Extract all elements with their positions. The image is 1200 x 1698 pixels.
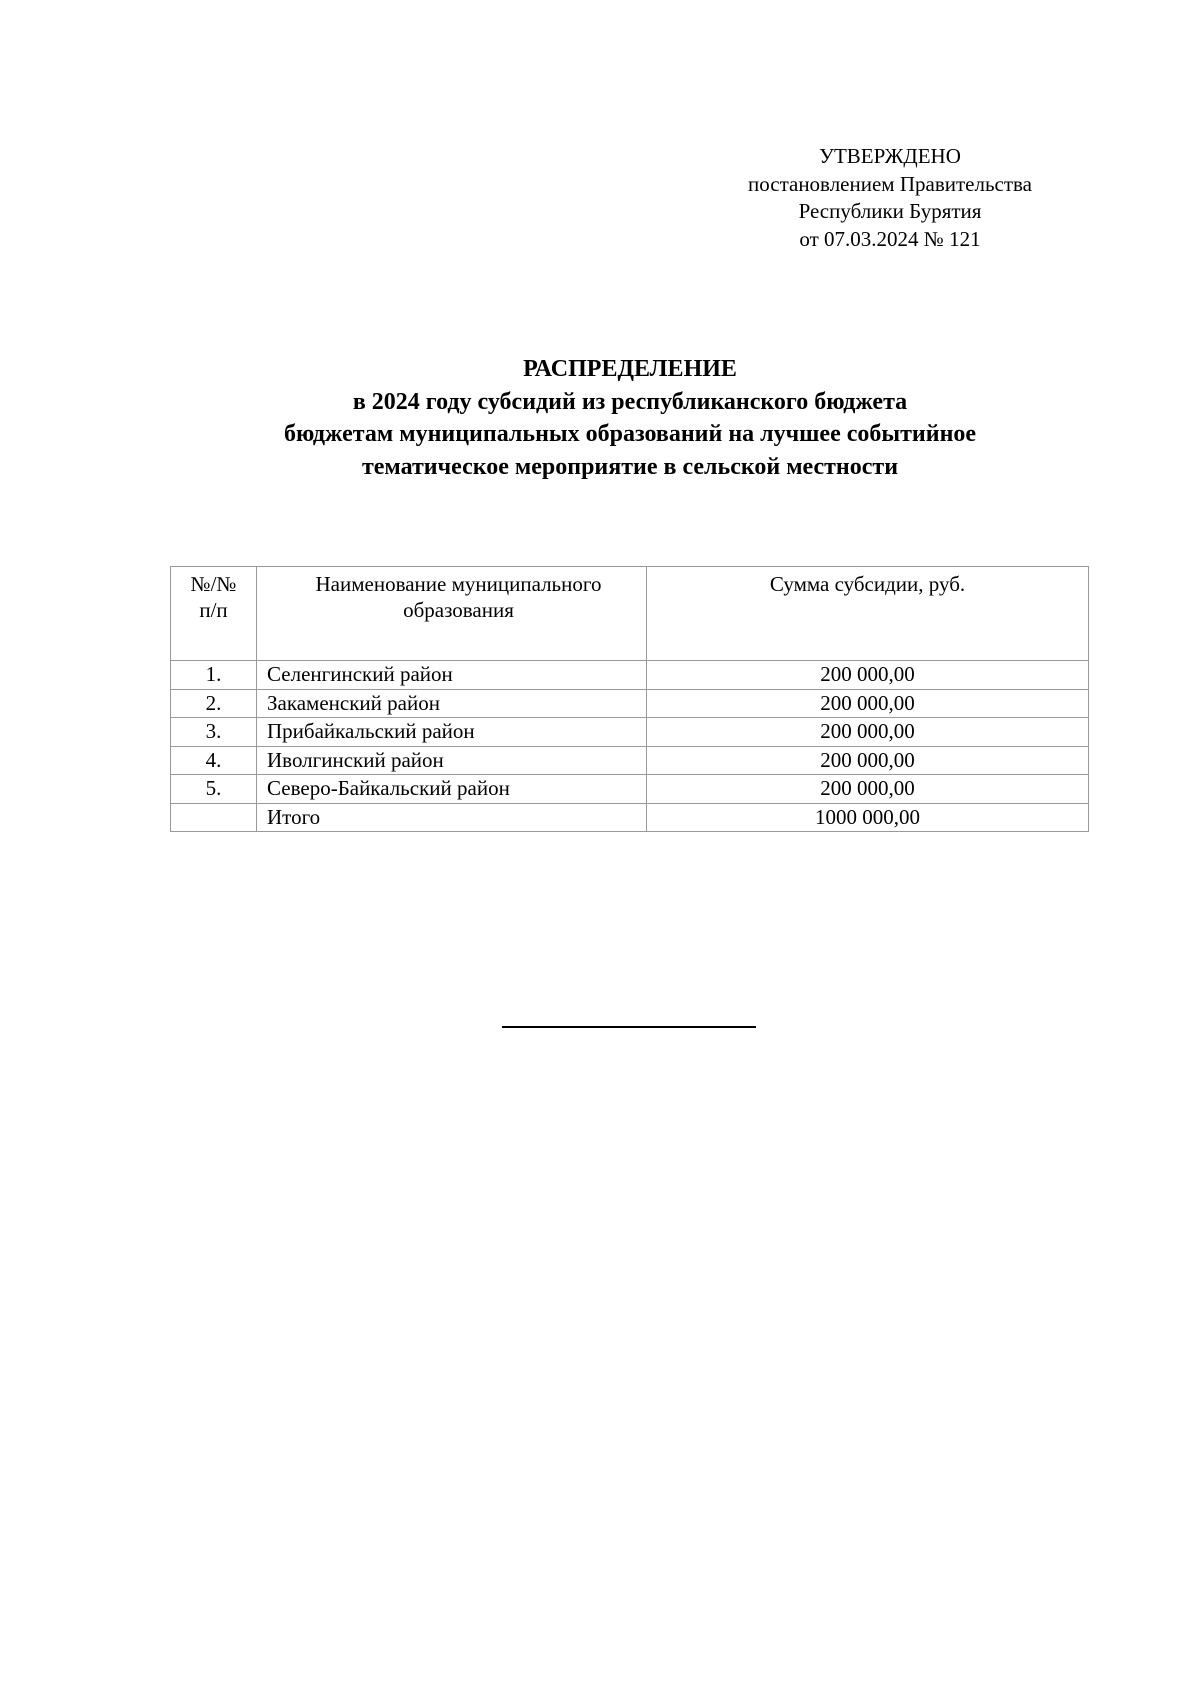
header-number-line-2: п/п	[199, 598, 228, 622]
row-sum: 200 000,00	[647, 775, 1089, 804]
row-sum: 200 000,00	[647, 746, 1089, 775]
total-number	[171, 803, 257, 832]
row-number: 1.	[171, 661, 257, 690]
header-number-line-1: №/№	[190, 572, 237, 596]
document-heading	[120, 353, 1140, 483]
table-total-row	[171, 803, 1089, 832]
header-number	[171, 567, 257, 661]
total-sum: 1000 000,00	[647, 803, 1089, 832]
approval-republic: Республики Бурятия	[798, 199, 982, 223]
heading-line-3: бюджетам муниципальных образований на лучшее событийное	[283, 421, 977, 447]
row-municipality: Закаменский район	[257, 689, 647, 718]
table-row	[171, 775, 1089, 804]
header-municipality-line-2: образования	[403, 598, 514, 622]
table-row	[171, 718, 1089, 747]
table-header-row	[171, 567, 1089, 661]
row-number: 2.	[171, 689, 257, 718]
approval-authority: постановлением Правительства	[747, 171, 1032, 196]
row-municipality: Селенгинский район	[257, 661, 647, 690]
document-end-line	[502, 1026, 756, 1028]
heading-line-2: в 2024 году субсидий из республиканского бюджета	[352, 388, 908, 415]
approval-date-number: от 07.03.2024 № 121	[799, 226, 981, 251]
header-municipality	[257, 567, 647, 661]
row-number: 3.	[171, 718, 257, 747]
total-label: Итого	[257, 803, 647, 832]
table-row	[171, 661, 1089, 690]
distribution-table	[170, 566, 1089, 832]
heading-title: РАСПРЕДЕЛЕНИЕ	[523, 356, 737, 382]
approval-stamp	[700, 143, 1080, 253]
header-subsidy-sum: Сумма субсидии, руб.	[647, 567, 1089, 661]
row-sum: 200 000,00	[647, 718, 1089, 747]
heading-line-4: тематическое мероприятие в сельской местности	[361, 453, 899, 480]
row-sum: 200 000,00	[647, 661, 1089, 690]
row-municipality: Иволгинский район	[257, 746, 647, 775]
row-number: 5.	[171, 775, 257, 804]
header-municipality-line-1: Наименование муниципального	[315, 572, 602, 596]
row-number: 4.	[171, 746, 257, 775]
approval-title: УТВЕРЖДЕНО	[819, 144, 961, 168]
table-row	[171, 689, 1089, 718]
row-sum: 200 000,00	[647, 689, 1089, 718]
table-row	[171, 746, 1089, 775]
row-municipality: Северо-Байкальский район	[257, 775, 647, 804]
row-municipality: Прибайкальский район	[257, 718, 647, 747]
